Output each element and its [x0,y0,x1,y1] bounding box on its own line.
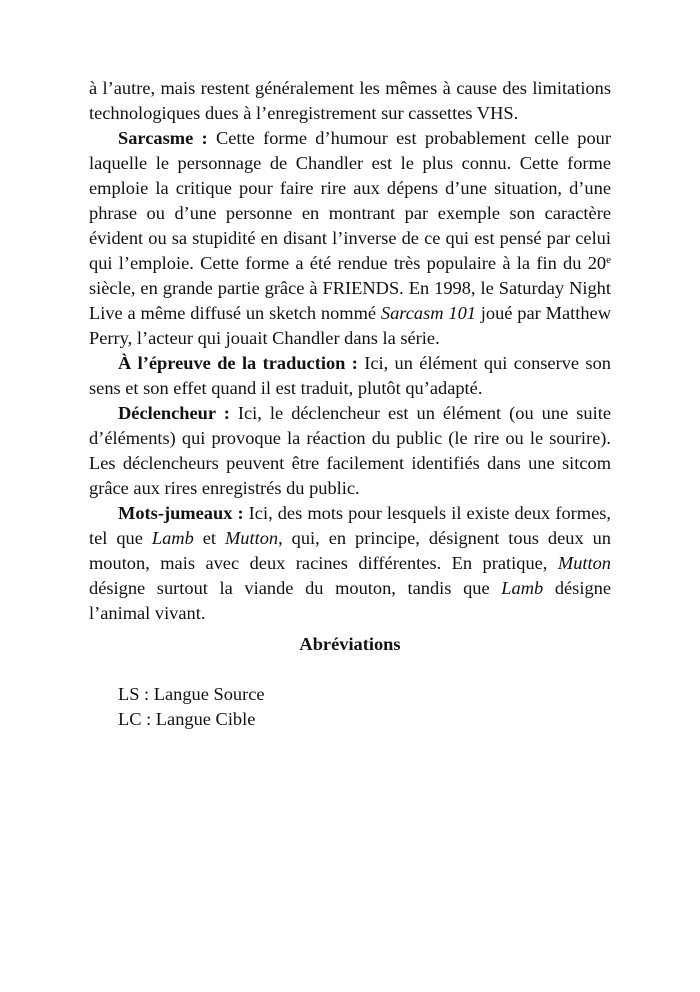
epreuve-text: Ici, un élément qui conserve son sens et son effet quand il est traduit, plutôt qu’adapté. [89,353,611,398]
epreuve-paragraph [89,351,611,401]
glossary-body [89,76,611,626]
sarcasme-text-c: joué par Matthew Perry, l’acteur qui jouait Chandler dans la série. [89,303,611,348]
word-lamb: Lamb [151,528,194,548]
mots-jumeaux-text-b: et [193,528,225,548]
term-sarcasme: Sarcasme : [118,128,208,148]
mots-jumeaux-text-a: Ici, des mots pour lesquels il existe deux formes, tel que [89,503,611,548]
mots-jumeaux-text-d: désigne surtout la viande du mouton, tandis que [89,578,502,598]
sarcasme-text-a: Cette forme d’humour est probablement celle pour laquelle le personnage de Chandler est le plus connu. Cette forme emploie la critique pour faire rire aux dépens d’une situation, d’une phrase ou d’une personne en montrant par exemple son caractère évident ou sa stupidité en disant l’inverse de ce qui est pensé par celui qui l’emploie. Cette forme a été rendue très populaire à la fin du 20 [89,128,611,273]
continuation-paragraph: à l’autre, mais restent généralement les mêmes à cause des limitations technologiques dues à l’enregistrement sur cassettes VHS. [89,78,611,123]
abbreviations-heading: Abréviations [299,634,401,654]
century-superscript: e [606,254,611,266]
sarcasme-text-b: siècle, en grande partie grâce à FRIENDS. En 1998, le Saturday Night Live a même diffusé un sketch nommé [89,278,611,323]
abbreviations-list [118,682,265,732]
mots-jumeaux-paragraph [89,501,611,626]
word-mutton-2: Mutton [557,553,611,573]
declencheur-paragraph [89,401,611,501]
term-mots-jumeaux: Mots-jumeaux : [118,503,244,523]
sketch-title: Sarcasm 101 [380,303,476,323]
abbreviation-item: LS : Langue Source [118,684,265,704]
declencheur-text: Ici, le déclencheur est un élément (ou une suite d’éléments) qui provoque la réaction du public (le rire ou le sourire). Les déclencheurs peuvent être facilement identifiés dans une sitcom grâce aux rires enregistrés du public. [89,403,611,498]
abbreviation-item: LC : Langue Cible [118,709,256,729]
term-declencheur: Déclencheur : [118,403,230,423]
sarcasme-paragraph [89,126,611,351]
word-lamb-2: Lamb [501,578,544,598]
word-mutton: Mutton [224,528,279,548]
mots-jumeaux-text-e: désigne l’animal vivant. [89,578,611,623]
mots-jumeaux-text-c: , qui, en principe, désignent tous deux un mouton, mais avec deux racines différentes. En pratique, [89,528,611,573]
term-epreuve: À l’épreuve de la traduction : [118,353,358,373]
